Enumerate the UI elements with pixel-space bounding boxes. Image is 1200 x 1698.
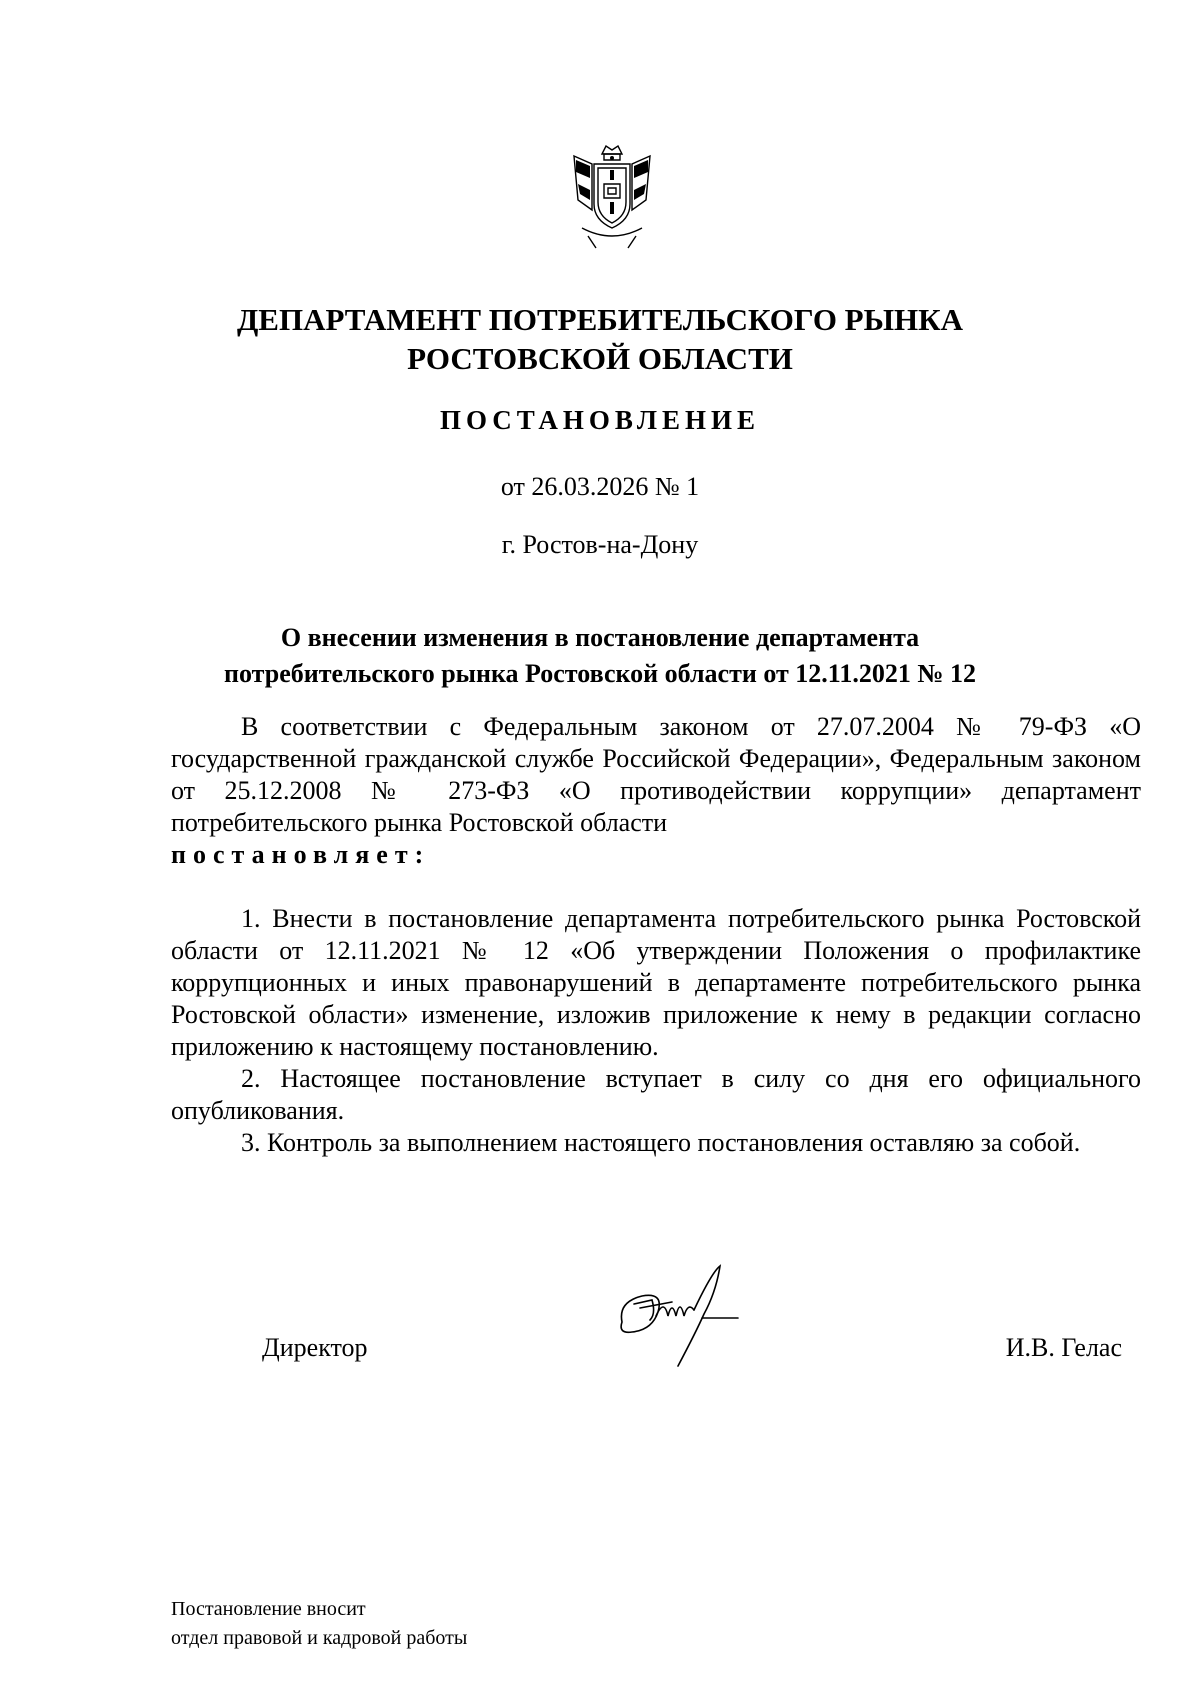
resolution-item-2: 2. Настоящее постановление вступает в силу со дня его официального опубликования. bbox=[171, 1064, 1141, 1125]
document-city: г. Ростов-на-Дону bbox=[501, 530, 699, 559]
resolution-item-1: 1. Внести в постановление департамента потребительского рынка Ростовской области от 12.11.2021 № 12 «Об утверждении Положения о профилактике коррупционных и иных правонарушений в департаменте потребительского рынка Ростовской области» изменение, изложив приложение к нему в редакции согласно приложению к настоящему постановлению. bbox=[171, 904, 1141, 1061]
document-title bbox=[0, 620, 1200, 692]
department-name-line-1: ДЕПАРТАМЕНТ ПОТРЕБИТЕЛЬСКОГО РЫНКА bbox=[236, 302, 964, 337]
signatory-name: И.В. Гелас bbox=[1005, 1333, 1122, 1362]
department-name bbox=[0, 300, 1200, 378]
resolution-item-3: 3. Контроль за выполнением настоящего постановления оставляю за собой. bbox=[241, 1128, 1081, 1157]
document-date-number: от 26.03.2026 № 1 bbox=[500, 472, 700, 501]
document-type: ПОСТАНОВЛЕНИЕ bbox=[439, 405, 761, 435]
rostov-region-coat-of-arms-icon bbox=[564, 140, 660, 252]
resolution-items bbox=[171, 903, 1141, 1159]
footer-note-line-1: Постановление вносит bbox=[171, 1598, 366, 1620]
handwritten-signature bbox=[612, 1262, 752, 1372]
document-title-line-1: О внесении изменения в постановление департамента bbox=[280, 623, 920, 652]
department-name-line-2: РОСТОВСКОЙ ОБЛАСТИ bbox=[407, 341, 793, 376]
preamble-text: В соответствии с Федеральным законом от 27.07.2004 № 79-ФЗ «О государственной гражданской службе Российской Федерации», Федеральным законом от 25.12.2008 № 273-ФЗ «О противодействии коррупции» департамент потребительского рынка Ростовской области bbox=[171, 712, 1141, 837]
footer-note bbox=[171, 1595, 467, 1653]
footer-note-line-2: отдел правовой и кадровой работы bbox=[171, 1627, 468, 1649]
resolves-word: постановляет: bbox=[171, 840, 431, 869]
signatory-position: Директор bbox=[262, 1333, 368, 1362]
preamble-paragraph bbox=[171, 711, 1141, 871]
document-title-line-2: потребительского рынка Ростовской области от 12.11.2021 № 12 bbox=[224, 659, 976, 688]
